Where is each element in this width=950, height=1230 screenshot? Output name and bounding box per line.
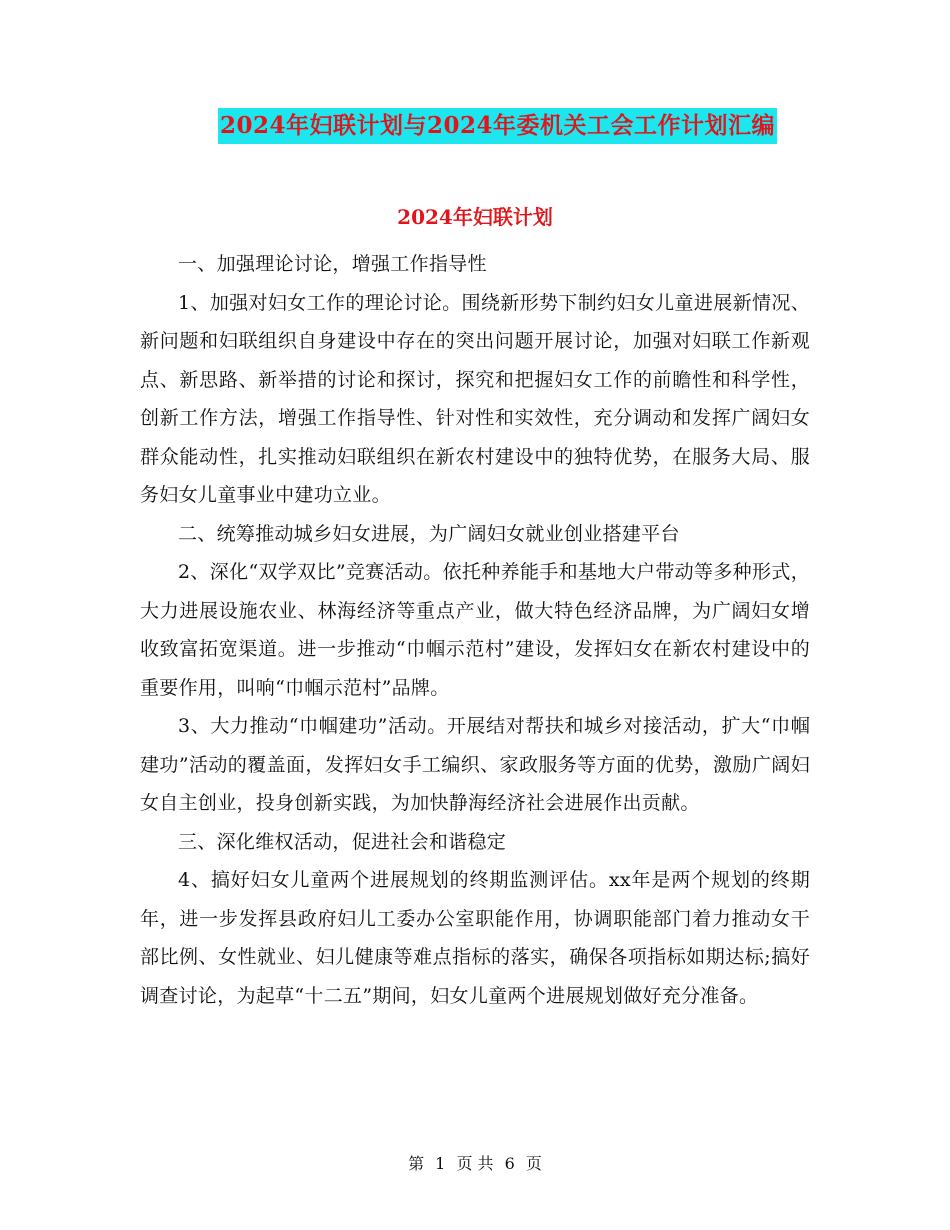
- total-pages-number: 6: [504, 1154, 515, 1173]
- footer-middle: 页 共: [456, 1154, 494, 1173]
- footer-prefix: 第: [408, 1154, 425, 1173]
- paragraph-3: 3、大力推动“巾帼建功”活动。开展结对帮扶和城乡对接活动，扩大“巾帼建功”活动的覆盖面，发挥妇女手工编织、家政服务等方面的优势，激励广阔妇女自主创业，投身创新实践，为加快静海经济社会进展作出贡献。: [140, 715, 810, 814]
- heading-2: 二、统筹推动城乡妇女进展，为广阔妇女就业创业搭建平台: [178, 522, 680, 545]
- document-body: [140, 245, 810, 1015]
- heading-3: 三、深化维权活动，促进社会和谐稳定: [178, 830, 507, 853]
- paragraph-4: 4、搞好妇女儿童两个进展规划的终期监测评估。xx年是两个规划的终期年，进一步发挥县政府妇儿工委办公室职能作用，协调职能部门着力推动女干部比例、女性就业、妇儿健康等难点指标的落实，确保各项指标如期达标;搞好调查讨论，为起草“十二五”期间，妇女儿童两个进展规划做好充分准备。: [140, 869, 810, 1007]
- section-title: 2024年妇联计划: [397, 205, 553, 229]
- footer-suffix: 页: [525, 1154, 542, 1173]
- paragraph-1: 1、加强对妇女工作的理论讨论。围绕新形势下制约妇女儿童进展新情况、新问题和妇联组织自身建设中存在的突出问题开展讨论，加强对妇联工作新观点、新思路、新举措的讨论和探讨，探究和把握妇女工作的前瞻性和科学性，创新工作方法，增强工作指导性、针对性和实效性，充分调动和发挥广阔妇女群众能动性，扎实推动妇联组织在新农村建设中的独特优势，在服务大局、服务妇女儿童事业中建功立业。: [140, 291, 810, 506]
- paragraph-2: 2、深化“双学双比”竞赛活动。依托种养能手和基地大户带动等多种形式，大力进展设施农业、林海经济等重点产业，做大特色经济品牌，为广阔妇女增收致富拓宽渠道。进一步推动“巾帼示范村”建设，发挥妇女在新农村建设中的重要作用，叫响“巾帼示范村”品牌。: [140, 561, 810, 699]
- document-title: 2024年妇联计划与2024年委机关工会工作计划汇编: [218, 108, 777, 144]
- heading-1: 一、加强理论讨论，增强工作指导性: [178, 253, 487, 275]
- document-title-container: [0, 108, 950, 144]
- page-footer: [0, 1152, 950, 1176]
- current-page-number: 1: [435, 1154, 446, 1173]
